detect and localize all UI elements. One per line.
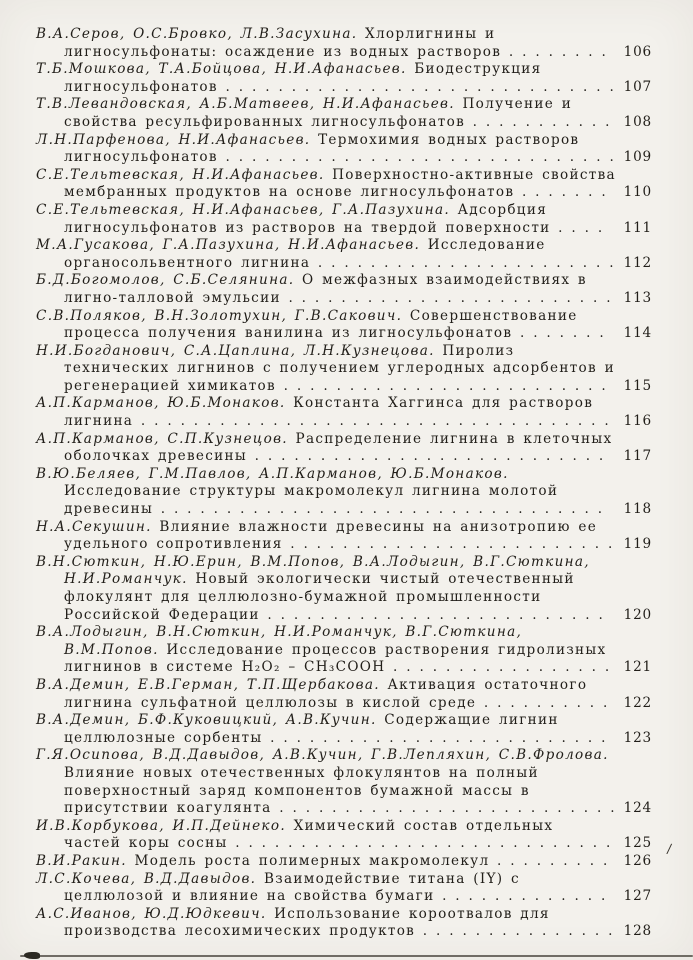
dot-leader: . . . . . . . . . . . xyxy=(472,113,611,130)
dot-leader: . . . . . . . . . . . . . . . . . . . . . . . . . . . xyxy=(254,448,605,465)
toc-entry-list xyxy=(36,26,652,941)
toc-entry xyxy=(36,343,652,396)
entry-title: Использование короотвалов для производства лесохимических продуктов xyxy=(64,905,550,940)
toc-entry xyxy=(36,202,652,237)
entry-authors: Т.Б.Мошкова, Т.А.Бойцова, Н.И.Афанасьев. xyxy=(36,61,407,78)
entry-title: Активация остаточного лигнина сульфатной целлюлозы в кислой среде xyxy=(64,676,588,711)
scan-artifact-slash: / xyxy=(665,841,673,858)
toc-entry xyxy=(36,906,652,941)
dot-leader: . . . . . . . . . . . . . . . . . . . . . . . . . xyxy=(283,377,608,394)
entry-title: Химический состав отдельных частей коры сосны xyxy=(64,817,554,852)
entry-authors: В.А.Лодыгин, В.Н.Сюткин, Н.И.Романчук, В.Г.Сюткина, В.М.Попов. xyxy=(36,624,523,658)
dot-leader: . . . . . . . . . xyxy=(497,852,609,869)
entry-authors: А.П.Карманов, С.П.Кузнецов. xyxy=(36,430,288,447)
entry-title: Исследование органосольвентного лигнина xyxy=(64,237,546,271)
entry-authors: Н.А.Секушин. xyxy=(36,518,152,535)
entry-title: Распределение лигнина в клеточных оболочках древесины xyxy=(64,430,613,465)
entry-page-number: 123 xyxy=(623,729,652,746)
toc-entry xyxy=(36,308,652,343)
entry-authors: С.В.Поляков, В.Н.Золотухин, Г.В.Сакович. xyxy=(36,307,403,324)
toc-entry xyxy=(36,466,652,519)
dot-leader: . . . . . . . . . . . . . . . . . . . . . . . . . . . . . . xyxy=(225,78,616,95)
entry-title: Термохимия водных растворов лигносульфонатов xyxy=(64,131,580,166)
entry-title: Содержащие лигнин целлюлозные сорбенты xyxy=(64,712,559,746)
dot-leader: . . . . . . . . . . . . . . . . . . . . . . . . . xyxy=(288,289,612,306)
entry-page-number: 113 xyxy=(623,289,652,306)
toc-entry xyxy=(36,132,652,167)
dot-leader: . . . . . . . . . . . . . . . . . xyxy=(393,659,611,676)
entry-title: Константа Хаггинса для растворов лигнина xyxy=(64,395,594,430)
entry-authors: В.И.Ракин. xyxy=(36,852,127,869)
entry-authors: Н.И.Богданович, С.А.Цаплина, Л.Н.Кузнецова. xyxy=(36,342,435,359)
entry-page-number: 116 xyxy=(623,413,652,430)
entry-authors: В.Ю.Беляев, Г.М.Павлов, А.П.Карманов, Ю.Б.Монаков. xyxy=(36,465,509,482)
dot-leader: . . . . . . . . . . . . . . . . . . . . . . . . . xyxy=(290,536,614,553)
entry-authors: В.А.Серов, О.С.Бровко, Л.В.Засухина. xyxy=(36,26,358,42)
entry-authors: Б.Д.Богомолов, С.Б.Селянина. xyxy=(36,272,295,289)
toc-entry xyxy=(36,677,652,712)
entry-title: Адсорбция лигносульфонатов из растворов на твердой поверхности xyxy=(64,201,551,236)
toc-entry xyxy=(36,26,652,61)
entry-authors: Т.В.Левандовская, А.Б.Матвеев, Н.И.Афанасьев. xyxy=(36,96,455,113)
scan-artifact-bottom-edge xyxy=(20,955,693,957)
entry-title: Новый экологически чистый отечественный флокулянт для целлюлозно-бумажной промышленности Российской Федерации xyxy=(64,571,575,623)
toc-entry xyxy=(36,395,652,430)
entry-title: Совершенствование процесса получения ванилина из лигносульфонатов xyxy=(64,307,578,342)
entry-page-number: 126 xyxy=(623,852,652,869)
entry-page-number: 125 xyxy=(623,835,652,852)
scan-artifact-corner-blob xyxy=(24,952,40,959)
entry-title: Получение и свойства ресульфированных лигносульфонатов xyxy=(64,96,573,130)
entry-authors: В.Н.Сюткин, Н.Ю.Ерин, В.М.Попов, В.А.Лодыгин, В.Г.Сюткина, Н.И.Романчук. xyxy=(36,553,590,588)
entry-authors: Л.Н.Парфенова, Н.И.Афанасьев. xyxy=(36,131,311,148)
entry-authors: С.Е.Тельтевская, Н.И.Афанасьев. xyxy=(36,166,325,183)
entry-page-number: 108 xyxy=(623,113,652,130)
toc-entry xyxy=(36,61,652,96)
dot-leader: . . . . . . . xyxy=(521,184,608,201)
entry-title: О межфазных взаимодействиях в лигно-талловой эмульсии xyxy=(64,272,587,306)
entry-authors: А.С.Иванов, Ю.Д.Юдкевич. xyxy=(36,905,267,922)
entry-page-number: 109 xyxy=(623,149,652,166)
toc-entry xyxy=(36,554,652,624)
dot-leader: . . . . . . . . . . . . . . . . . . . . . . . . . . xyxy=(267,606,605,623)
dot-leader: . . . . . . . . xyxy=(508,43,608,60)
entry-page-number: 114 xyxy=(623,325,652,342)
toc-entry xyxy=(36,431,652,466)
entry-page-number: 106 xyxy=(623,43,652,60)
entry-page-number: 120 xyxy=(623,606,652,623)
dot-leader: . . . . . . . . . . . . . . . xyxy=(422,923,614,940)
dot-leader: . . . . . . . xyxy=(519,325,606,342)
entry-page-number: 115 xyxy=(623,377,652,394)
dot-leader: . . . . . . . . . . . . . . . . . . . . . . . . . . . . . . . . . . xyxy=(160,501,604,518)
entry-page-number: 110 xyxy=(623,184,652,201)
entry-authors: А.П.Карманов, Ю.Б.Монаков. xyxy=(36,395,286,412)
toc-entry xyxy=(36,624,652,677)
entry-title: Хлорлигнины и лигносульфонаты: осаждение из водных растворов xyxy=(64,26,502,60)
entry-title: Влияние новых отечественных флокулянтов на полный поверхностный заряд компонентов бумажной массы в присутствии коагулянта xyxy=(64,764,539,817)
dot-leader: . . . . . . . . . . . . . . . . . . . . . . . . . . . . . . . . . . . . xyxy=(140,413,610,430)
dot-leader: . . . . . . . . . . . . . . . . . . . . . . . . . . xyxy=(270,729,607,746)
entry-page-number: 127 xyxy=(623,888,652,905)
toc-entry xyxy=(36,747,652,817)
entry-page-number: 107 xyxy=(623,78,652,95)
entry-page-number: 124 xyxy=(623,800,652,817)
entry-title: Биодеструкция лигносульфонатов xyxy=(64,61,542,95)
dot-leader: . . . . . . . . . . . . . . . . . . . . . . . xyxy=(317,254,615,271)
entry-title: Влияние влажности древесины на анизотропию ее удельного сопротивления xyxy=(64,518,598,553)
toc-entry xyxy=(36,96,652,131)
toc-entry xyxy=(36,871,652,906)
entry-page-number: 128 xyxy=(623,923,652,940)
entry-authors: В.А.Демин, Б.Ф.Куковицкий, А.В.Кучин. xyxy=(36,712,377,729)
entry-page-number: 119 xyxy=(623,536,652,553)
entry-page-number: 121 xyxy=(623,659,652,676)
toc-entry xyxy=(36,519,652,554)
entry-title: Пиролиз технических лигнинов с получением углеродных адсорбентов и регенерацией химикатов xyxy=(64,342,615,394)
entry-authors: И.В.Корбукова, И.П.Дейнеко. xyxy=(36,817,286,834)
entry-page-number: 111 xyxy=(623,219,652,236)
entry-authors: Г.Я.Осипова, В.Д.Давыдов, А.В.Кучин, Г.В.Лепляхин, С.В.Фролова. xyxy=(36,747,609,764)
entry-title: Взаимодействие титана (IY) с целлюлозой и влияние на свойства бумаги xyxy=(64,870,520,905)
toc-entry xyxy=(36,167,652,202)
toc-entry xyxy=(36,818,652,853)
entry-title: Исследование структуры макромолекул лигнина молотой древесины xyxy=(64,483,559,518)
dot-leader: . . . . xyxy=(558,219,604,236)
entry-page-number: 112 xyxy=(623,254,652,271)
dot-leader: . . . . . . . . . . . . . . . . . . . . . . . . . . xyxy=(279,800,616,817)
entry-authors: Л.С.Кочева, В.Д.Давыдов. xyxy=(36,870,257,887)
toc-entry xyxy=(36,853,652,871)
entry-page-number: 118 xyxy=(623,501,652,518)
dot-leader: . . . . . . . . . . . . . . . . . . . . . . . . . . . . . xyxy=(235,835,612,852)
dot-leader: . . . . . . . . . . . . . xyxy=(442,888,607,905)
toc-entry xyxy=(36,712,652,747)
entry-authors: С.Е.Тельтевская, Н.И.Афанасьев, Г.А.Пазухина. xyxy=(36,201,451,218)
toc-entry xyxy=(36,237,652,272)
entry-authors: М.А.Гусакова, Г.А.Пазухина, Н.И.Афанасьев. xyxy=(36,237,421,254)
entry-page-number: 122 xyxy=(623,694,652,711)
entry-title: Исследование процессов растворения гидролизных лигнинов в системе H₂O₂ – CH₃COOH xyxy=(64,641,607,676)
entry-page-number: 117 xyxy=(623,448,652,465)
entry-authors: В.А.Демин, Е.В.Герман, Т.П.Щербакова. xyxy=(36,676,380,693)
toc-entry xyxy=(36,272,652,307)
entry-title: Поверхностно-активные свойства мембранных продуктов на основе лигносульфонатов xyxy=(64,166,616,201)
dot-leader: . . . . . . . . . . xyxy=(483,694,609,711)
dot-leader: . . . . . . . . . . . . . . . . . . . . . . . . . . . . . . xyxy=(225,149,616,166)
entry-title: Модель роста полимерных макромолекул xyxy=(134,852,490,869)
